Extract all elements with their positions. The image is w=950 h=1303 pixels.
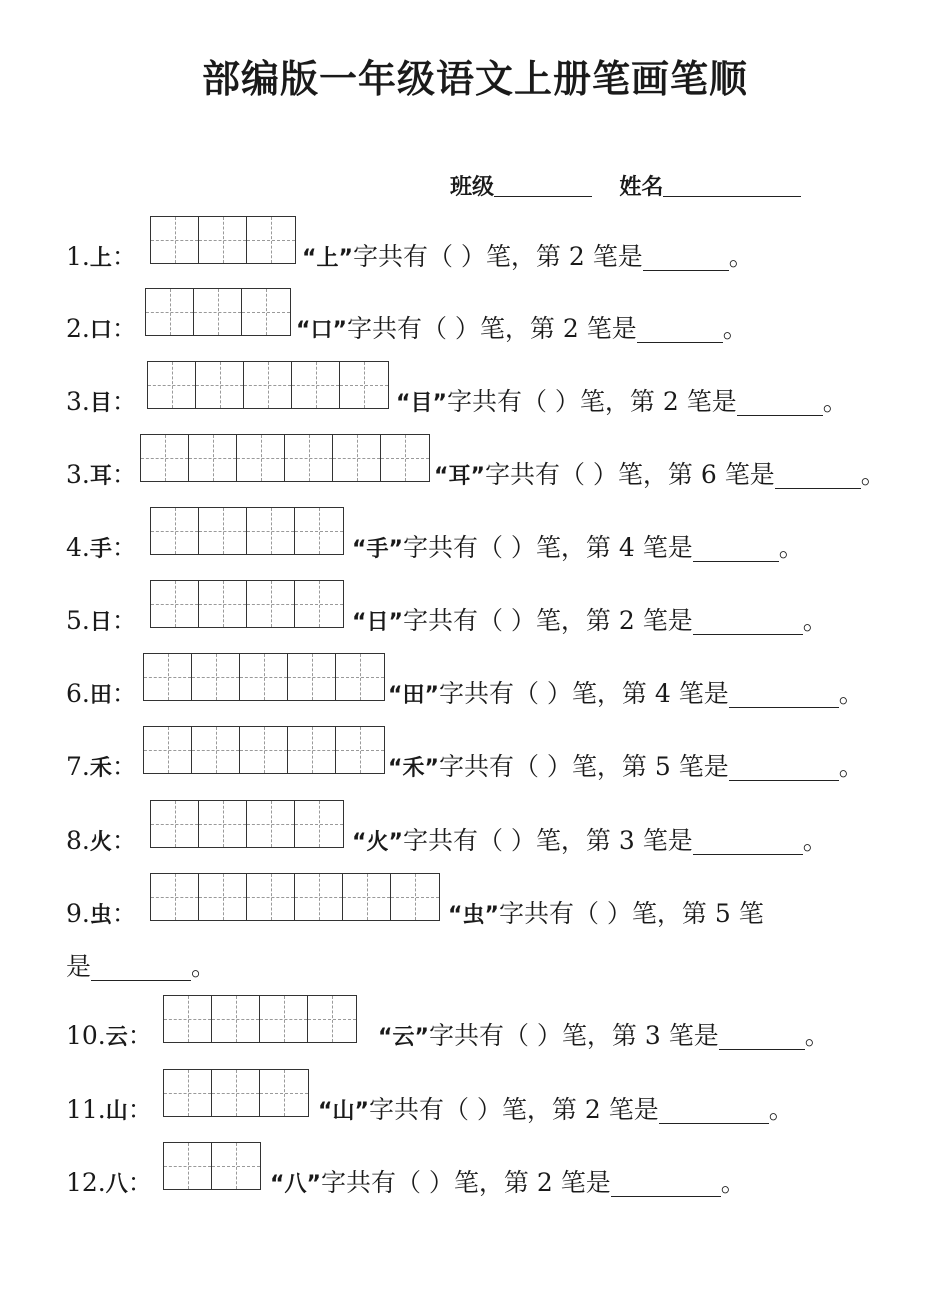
question-label [66,679,137,711]
answer-blank[interactable] [737,389,823,416]
prompt-text: 字共有（ ）笔，第 [402,606,611,635]
tianzige-cell[interactable] [199,217,247,263]
writing-grid[interactable] [163,995,357,1043]
tianzige-cell[interactable] [196,362,244,408]
question-label [66,314,137,346]
tianzige-cell[interactable] [308,996,356,1042]
prompt-suffix: 笔 [738,899,764,928]
answer-blank[interactable] [693,608,803,635]
question-label [66,387,137,419]
sentence-end: 。 [838,679,864,708]
writing-grid[interactable] [143,653,385,701]
question-colon: ： [111,242,137,271]
answer-blank[interactable] [659,1097,769,1124]
tianzige-cell[interactable] [199,508,247,554]
question-colon: ： [111,460,137,489]
tianzige-cell[interactable] [285,435,333,481]
answer-blank[interactable] [719,1023,805,1050]
prompt-suffix: 笔是 [678,752,729,781]
tianzige-cell[interactable] [144,654,192,700]
quoted-character: 禾 [402,756,425,781]
question-label [66,460,137,492]
question-label [66,1095,153,1127]
writing-grid[interactable] [147,361,389,409]
prompt-suffix: 笔是 [668,1021,719,1050]
question-prompt [296,314,748,346]
answer-blank[interactable] [693,828,803,855]
prompt-suffix: 笔是 [608,1095,659,1124]
question-label [66,1168,153,1200]
quoted-character: 日 [366,610,389,635]
prompt-suffix: 笔是 [642,826,693,855]
quoted-character: 手 [366,537,389,562]
question-number: 2. [66,314,90,343]
stroke-number: 3 [636,1021,669,1050]
stroke-number: 5 [646,752,679,781]
answer-blank[interactable] [729,681,839,708]
question-number: 6. [66,679,90,708]
question-colon: ： [111,533,137,562]
question-character: 目 [89,391,112,416]
tianzige-cell[interactable] [391,874,439,920]
question-colon: ： [111,899,137,928]
quoted-character: 山 [332,1099,355,1124]
quoted-character: 田 [402,683,425,708]
tianzige-cell[interactable] [151,874,199,920]
question-prompt [318,1095,794,1127]
sentence-end: 。 [802,606,828,635]
question-number: 11. [66,1095,106,1124]
close-quote: ” [432,391,447,416]
close-quote: ” [414,1025,429,1050]
tianzige-cell[interactable] [164,1143,212,1189]
writing-grid[interactable] [150,507,344,555]
tianzige-cell[interactable] [141,435,189,481]
sentence-end: 。 [804,1021,830,1050]
writing-grid[interactable] [145,288,291,336]
tianzige-cell[interactable] [340,362,388,408]
prompt-suffix: 笔是 [560,1168,611,1197]
open-quote: “ [296,318,311,343]
question-number: 3. [66,387,90,416]
close-quote: ” [424,756,439,781]
open-quote: “ [302,246,317,271]
tianzige-cell[interactable] [288,654,336,700]
tianzige-cell[interactable] [212,1070,260,1116]
name-label: 姓名 [619,175,664,200]
question-character: 手 [89,537,112,562]
tianzige-cell[interactable] [151,217,199,263]
tianzige-cell[interactable] [260,996,308,1042]
prompt-suffix: 笔是 [724,460,775,489]
sentence-end: 。 [722,314,748,343]
question-character: 山 [105,1099,128,1124]
question-prompt [434,460,886,492]
tianzige-cell[interactable] [192,654,240,700]
writing-grid[interactable] [143,726,385,774]
tianzige-cell[interactable] [295,508,343,554]
question-prompt [352,826,828,858]
question-colon: ： [127,1095,153,1124]
question-number: 5. [66,606,90,635]
sentence-end: 。 [822,387,848,416]
open-quote: “ [352,830,367,855]
prompt-text: 字共有（ ）笔，第 [484,460,693,489]
prompt-text: 字共有（ ）笔，第 [446,387,655,416]
question-character: 虫 [89,903,112,928]
tianzige-cell[interactable] [189,435,237,481]
tianzige-cell[interactable] [164,996,212,1042]
question-prompt [448,899,764,931]
prompt-text: 字共有（ ）笔，第 [428,1021,637,1050]
sentence-end: 。 [768,1095,794,1124]
tianzige-cell[interactable] [247,801,295,847]
tianzige-cell[interactable] [237,435,285,481]
tianzige-cell[interactable] [240,727,288,773]
question-colon: ： [111,679,137,708]
tianzige-cell[interactable] [247,508,295,554]
answer-blank[interactable] [611,1170,721,1197]
question-character: 口 [89,318,112,343]
prompt-suffix: 笔是 [686,387,737,416]
writing-grid[interactable] [150,873,440,921]
tianzige-cell[interactable] [336,727,384,773]
tianzige-cell[interactable] [381,435,429,481]
sentence-end: 。 [191,952,217,981]
quoted-character: 虫 [462,903,485,928]
writing-grid[interactable] [163,1069,309,1117]
stroke-number: 2 [654,387,687,416]
prompt-suffix: 笔是 [592,242,643,271]
tianzige-cell[interactable] [151,581,199,627]
prompt-text: 字共有（ ）笔，第 [402,826,611,855]
tianzige-cell[interactable] [247,217,295,263]
tianzige-cell[interactable] [192,727,240,773]
open-quote: “ [388,756,403,781]
question-continuation [66,952,216,982]
question-prompt [352,606,828,638]
sentence-end: 。 [778,533,804,562]
question-label [66,899,137,931]
stroke-number: 4 [646,679,679,708]
question-prompt [352,533,804,565]
close-quote: ” [306,1172,321,1197]
question-character: 八 [105,1172,128,1197]
tianzige-cell[interactable] [151,508,199,554]
worksheet-title: 部编版一年级语文上册笔画笔顺 [201,57,748,101]
stroke-number: 6 [692,460,725,489]
tianzige-cell[interactable] [242,289,290,335]
close-quote: ” [388,830,403,855]
question-colon: ： [127,1168,153,1197]
quoted-character: 火 [366,830,389,855]
question-number: 10. [66,1021,106,1050]
question-prompt [302,242,754,274]
writing-grid[interactable] [150,216,296,264]
close-quote: ” [332,318,347,343]
question-character: 火 [89,830,112,855]
question-character: 禾 [89,756,112,781]
student-info-header [450,170,801,201]
prompt-suffix: 笔是 [642,533,693,562]
writing-grid[interactable] [140,434,430,482]
answer-blank[interactable] [693,535,779,562]
writing-grid[interactable] [150,580,344,628]
question-colon: ： [111,606,137,635]
stroke-number: 2 [528,1168,561,1197]
stroke-number: 3 [610,826,643,855]
question-colon: ： [111,387,137,416]
quoted-character: 耳 [448,464,471,489]
answer-blank[interactable] [729,754,839,781]
question-prompt [378,1021,830,1053]
tianzige-cell[interactable] [292,362,340,408]
sentence-end: 。 [720,1168,746,1197]
quoted-character: 目 [410,391,433,416]
question-prompt [388,752,864,784]
class-blank[interactable] [494,174,592,197]
tianzige-cell[interactable] [240,654,288,700]
question-colon: ： [111,826,137,855]
question-number: 12. [66,1168,106,1197]
prompt-suffix: 笔是 [642,606,693,635]
close-quote: ” [354,1099,369,1124]
prompt-suffix: 笔是 [586,314,637,343]
question-label [66,826,137,858]
question-prompt [388,679,864,711]
question-label [66,606,137,638]
tianzige-cell[interactable] [151,801,199,847]
writing-grid[interactable] [150,800,344,848]
tianzige-cell[interactable] [199,874,247,920]
open-quote: “ [388,683,403,708]
stroke-number: 2 [576,1095,609,1124]
tianzige-cell[interactable] [194,289,242,335]
open-quote: “ [352,610,367,635]
sentence-end: 。 [860,460,886,489]
open-quote: “ [434,464,449,489]
name-blank[interactable] [663,174,801,197]
prompt-text: 字共有（ ）笔，第 [346,314,555,343]
sentence-end: 。 [838,752,864,781]
answer-blank[interactable] [91,954,191,981]
prompt-text: 字共有（ ）笔，第 [498,899,707,928]
prompt-text: 字共有（ ）笔，第 [352,242,561,271]
open-quote: “ [448,903,463,928]
prompt-text: 字共有（ ）笔，第 [402,533,611,562]
question-number: 1. [66,242,90,271]
close-quote: ” [388,537,403,562]
open-quote: “ [352,537,367,562]
tianzige-cell[interactable] [247,581,295,627]
question-prompt [396,387,848,419]
question-character: 田 [89,683,112,708]
close-quote: ” [484,903,499,928]
prompt-text: 字共有（ ）笔，第 [320,1168,529,1197]
tianzige-cell[interactable] [343,874,391,920]
close-quote: ” [470,464,485,489]
question-number: 4. [66,533,90,562]
tianzige-cell[interactable] [164,1070,212,1116]
tianzige-cell[interactable] [288,727,336,773]
stroke-number: 4 [610,533,643,562]
question-number: 9. [66,899,90,928]
question-label [66,1021,153,1053]
quoted-character: 口 [310,318,333,343]
open-quote: “ [270,1172,285,1197]
question-label [66,752,137,784]
question-character: 云 [105,1025,128,1050]
question-number: 3. [66,460,90,489]
close-quote: ” [338,246,353,271]
continuation-text: 是 [66,952,92,981]
tianzige-cell[interactable] [212,1143,260,1189]
question-colon: ： [111,314,137,343]
quoted-character: 八 [284,1172,307,1197]
tianzige-cell[interactable] [199,801,247,847]
tianzige-cell[interactable] [333,435,381,481]
stroke-number: 2 [560,242,593,271]
class-label: 班级 [450,175,495,200]
question-character: 耳 [89,464,112,489]
question-character: 上 [89,246,112,271]
stroke-number: 2 [610,606,643,635]
close-quote: ” [424,683,439,708]
tianzige-cell[interactable] [146,289,194,335]
sentence-end: 。 [802,826,828,855]
tianzige-cell[interactable] [295,801,343,847]
tianzige-cell[interactable] [244,362,292,408]
sentence-end: 。 [728,242,754,271]
prompt-suffix: 笔是 [678,679,729,708]
question-label [66,242,137,274]
tianzige-cell[interactable] [295,874,343,920]
open-quote: “ [318,1099,333,1124]
open-quote: “ [378,1025,393,1050]
question-character: 日 [89,610,112,635]
answer-blank[interactable] [643,244,729,271]
quoted-character: 云 [392,1025,415,1050]
answer-blank[interactable] [775,462,861,489]
stroke-number: 2 [554,314,587,343]
close-quote: ” [388,610,403,635]
answer-blank[interactable] [637,316,723,343]
tianzige-cell[interactable] [212,996,260,1042]
question-number: 8. [66,826,90,855]
tianzige-cell[interactable] [336,654,384,700]
question-prompt [270,1168,746,1200]
tianzige-cell[interactable] [199,581,247,627]
question-colon: ： [111,752,137,781]
tianzige-cell[interactable] [148,362,196,408]
quoted-character: 上 [316,246,339,271]
open-quote: “ [396,391,411,416]
question-colon: ： [127,1021,153,1050]
prompt-text: 字共有（ ）笔，第 [438,679,647,708]
prompt-text: 字共有（ ）笔，第 [368,1095,577,1124]
question-label [66,533,137,565]
stroke-number: 5 [706,899,739,928]
tianzige-cell[interactable] [260,1070,308,1116]
tianzige-cell[interactable] [144,727,192,773]
prompt-text: 字共有（ ）笔，第 [438,752,647,781]
tianzige-cell[interactable] [247,874,295,920]
tianzige-cell[interactable] [295,581,343,627]
writing-grid[interactable] [163,1142,261,1190]
question-number: 7. [66,752,90,781]
